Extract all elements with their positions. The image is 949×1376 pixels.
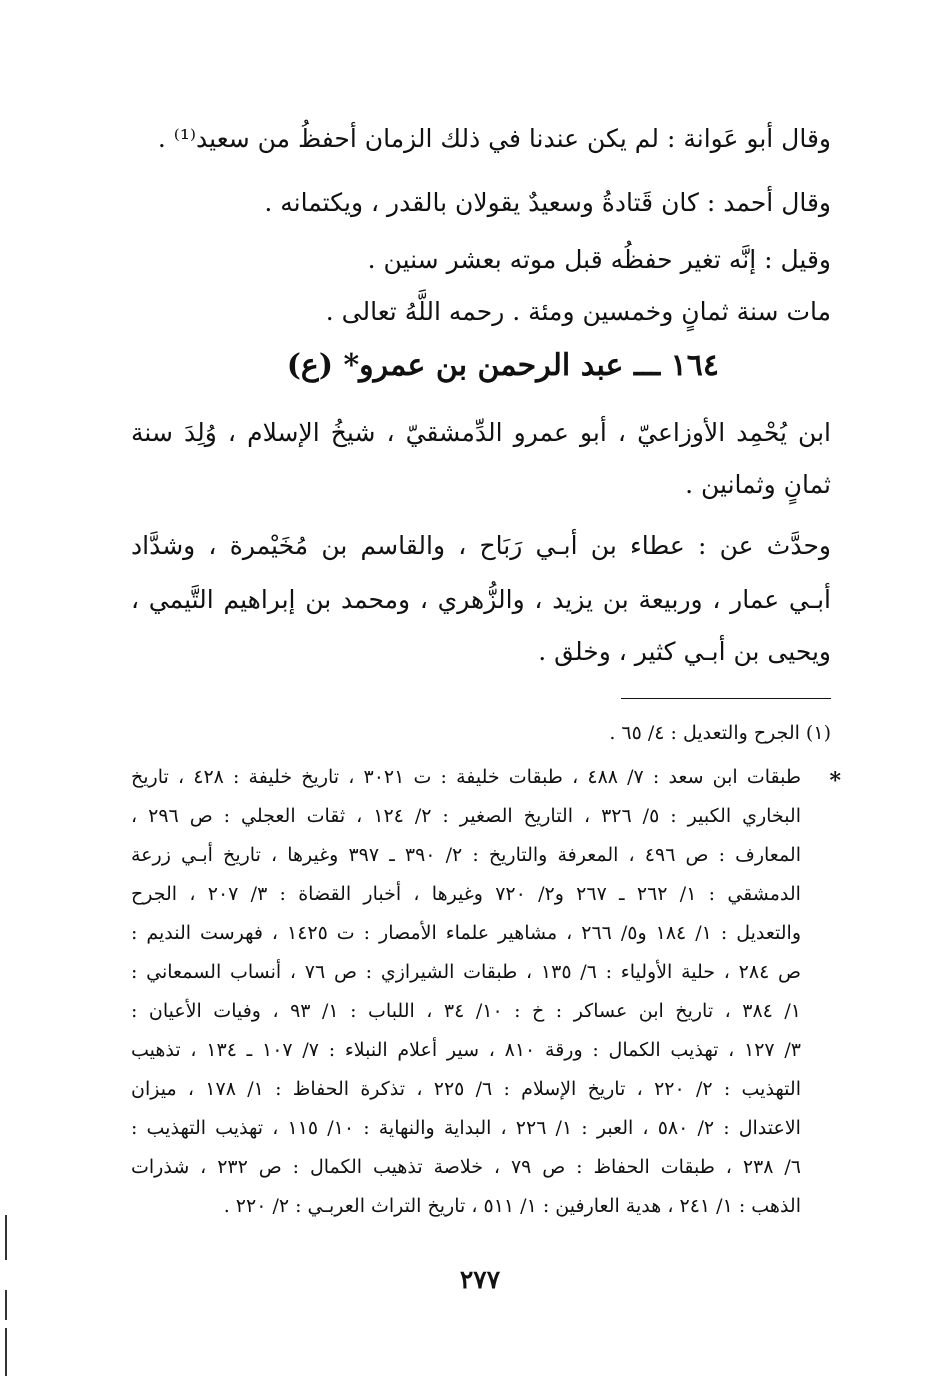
footnote-source-line: والتعديل : ١/ ١٨٤ و٥/ ٢٦٦ ، مشاهير علماء الأمصار : ت ١٤٢٥ ، فهرست النديم : <box>131 922 801 944</box>
text-line: وحدَّث عن : عطاء بن أبـي رَبَاح ، والقاسم بن مُخَيْمرة ، وشدَّاد <box>131 531 831 560</box>
scan-edge-mark <box>5 1328 7 1376</box>
text-line: وقال أبو عَوانة : لم يكن عندنا في ذلك الزمان أحفظُ من سعيد⁽¹⁾ . <box>157 124 831 153</box>
text-line: أبـي عمار ، وربيعة بن يزيد ، والزُّهري ، ومحمد بن إبراهيم التَّيمي ، <box>131 585 831 614</box>
footnote-source-line: طبقات ابن سعد : ٧/ ٤٨٨ ، طبقات خليفة : ت ٣٠٢١ ، تاريخ خليفة : ٤٢٨ ، تاريخ <box>131 766 801 788</box>
footnote-source-line: ١/ ٣٨٤ ، تاريخ ابن عساكر : خ : ١٠/ ٣٤ ، اللباب : ١/ ٩٣ ، وفيات الأعيان : <box>131 1000 801 1022</box>
text-line: وقال أحمد : كان قَتادةُ وسعيدٌ يقولان بالقدر ، ويكتمانه . <box>264 188 831 217</box>
text-line: ثمانٍ وثمانين . <box>685 470 831 499</box>
text-line: وقيل : إنَّه تغير حفظُه قبل موته بعشر سنين . <box>367 245 831 274</box>
footnote-source-line: الذهب : ١/ ٢٤١ ، هدية العارفين : ١/ ٥١١ ، تاريخ التراث العربـي : ٢/ ٢٢٠ . <box>223 1195 801 1217</box>
footnote-source-line: التهذيب : ٢/ ٢٢٠ ، تاريخ الإسلام : ٦/ ٢٢٥ ، تذكرة الحفاظ : ١/ ١٧٨ ، ميزان <box>131 1078 801 1100</box>
footnote-source-line: الدمشقي : ١/ ٢٦٢ ـ ٢٦٧ و٢/ ٧٢٠ وغيرها ، أخبار القضاة : ٣/ ٢٠٧ ، الجرح <box>131 883 801 905</box>
scan-edge-mark <box>5 1290 7 1320</box>
footnote-source-line: ٣/ ١٢٧ ، تهذيب الكمال : ورقة ٨١٠ ، سير أعلام النبلاء : ٧/ ١٠٧ ـ ١٣٤ ، تذهيب <box>131 1039 801 1061</box>
footnote-source-line: ص ٢٨٤ ، حلية الأولياء : ٦/ ١٣٥ ، طبقات الشيرازي : ص ٧٦ ، أنساب السمعاني : <box>131 961 801 983</box>
text-line: ويحيى بن أبـي كثير ، وخلق . <box>538 637 831 666</box>
footnote-source-line: ٦/ ٢٣٨ ، طبقات الحفاظ : ص ٧٩ ، خلاصة تذهيب الكمال : ص ٢٣٢ ، شذرات <box>131 1156 801 1178</box>
footnote-1: (١) الجرح والتعديل : ٤/ ٦٥ . <box>609 722 831 744</box>
footnote-separator <box>621 698 831 699</box>
footnote-source-line: البخاري الكبير : ٥/ ٣٢٦ ، التاريخ الصغير : ٢/ ١٢٤ ، ثقات العجلي : ص ٢٩٦ ، <box>131 805 801 827</box>
text-line: ابن يُحْمِد الأوزاعيّ ، أبو عمرو الدِّمشقيّ ، شيخُ الإسلام ، وُلِدَ سنة <box>131 418 831 447</box>
text-line: مات سنة ثمانٍ وخمسين ومئة . رحمه اللَّهُ تعالى . <box>325 297 831 326</box>
footnote-star-marker: * <box>829 768 841 794</box>
page-number: ٢٧٧ <box>459 1265 501 1294</box>
footnote-source-line: المعارف : ص ٤٩٦ ، المعرفة والتاريخ : ٢/ ٣٩٠ ـ ٣٩٧ وغيرها ، تاريخ أبـي زرعة <box>131 844 801 866</box>
footnote-source-line: الاعتدال : ٢/ ٥٨٠ ، العبر : ١/ ٢٢٦ ، البداية والنهاية : ١٠/ ١١٥ ، تهذيب التهذيب : <box>131 1117 801 1139</box>
entry-heading: ١٦٤ ـــ عبد الرحمن بن عمرو* (ع) <box>286 348 719 383</box>
scan-edge-mark <box>5 1215 7 1260</box>
